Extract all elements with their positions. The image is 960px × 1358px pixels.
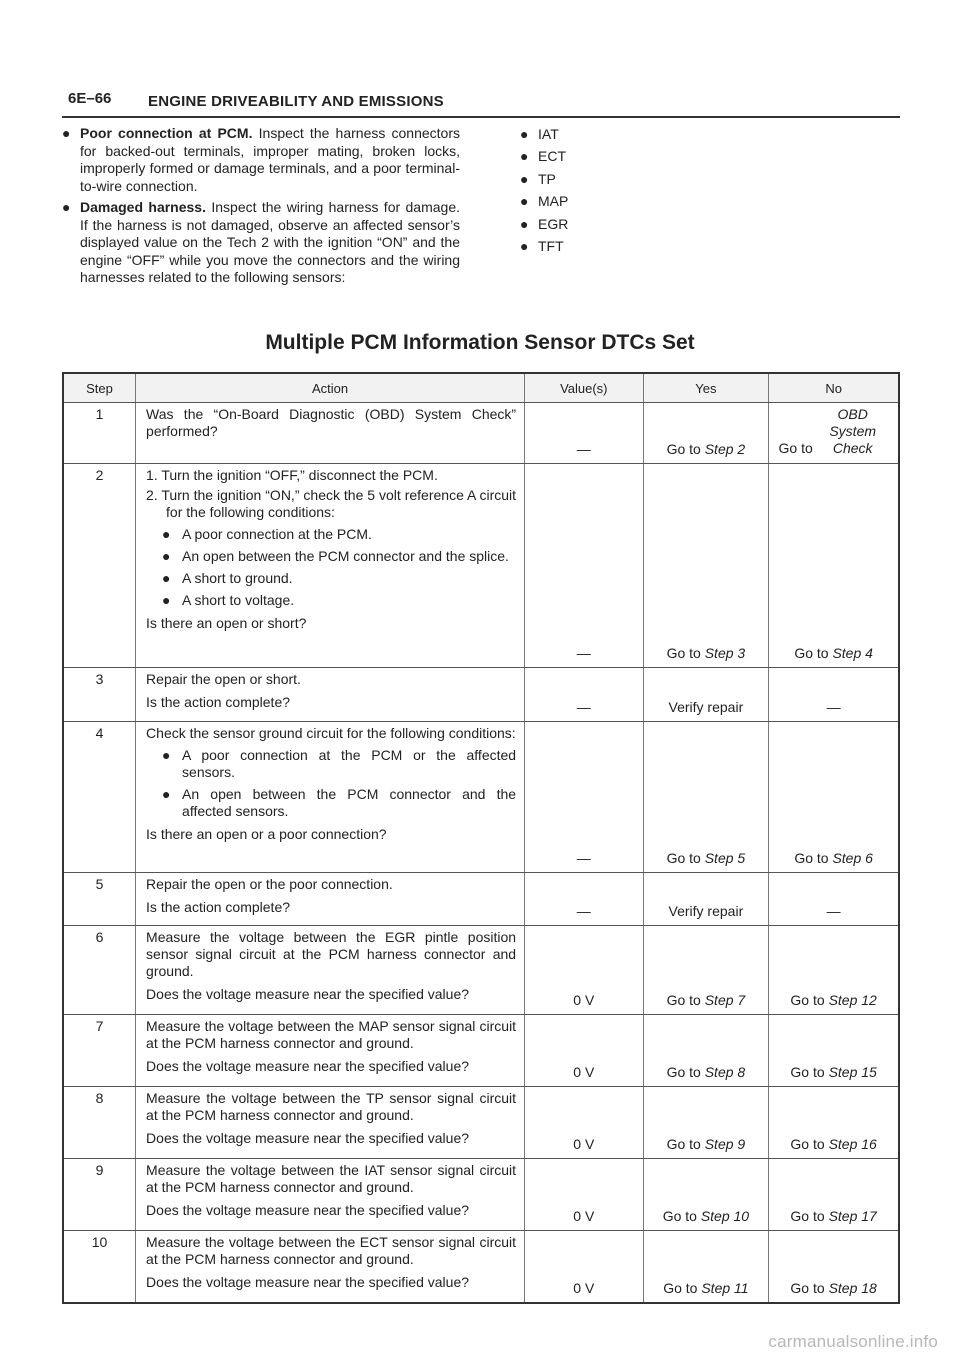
yes-cell xyxy=(643,668,769,722)
yes-prefix: Go to xyxy=(666,992,705,1008)
no-link[interactable] xyxy=(769,992,898,1009)
yes-cell xyxy=(643,722,769,873)
bullet-icon: ● xyxy=(520,215,529,232)
bullet-icon: ● xyxy=(162,570,171,586)
value-cell xyxy=(525,403,643,464)
intro-bullets xyxy=(62,125,460,291)
action-text: Measure the voltage between the IAT sensor signal circuit at the PCM harness connector and ground. xyxy=(146,1162,517,1195)
no-step: Step 18 xyxy=(828,1280,877,1296)
sensor-item xyxy=(520,147,568,169)
step-cell xyxy=(63,1231,136,1304)
yes-cell xyxy=(643,926,769,1015)
bullet-icon: ● xyxy=(520,148,529,165)
step-cell xyxy=(63,403,136,464)
yes-prefix: Go to xyxy=(663,1280,702,1296)
yes-prefix: Go to xyxy=(666,1136,705,1152)
action-cell xyxy=(136,722,525,873)
sensor-label: TP xyxy=(538,170,556,187)
table-row xyxy=(63,873,899,926)
yes-prefix: Go to xyxy=(666,645,705,661)
value-text: 0 V xyxy=(573,1064,595,1080)
action-bullet xyxy=(146,747,516,781)
yes-text[interactable]: Verify repair xyxy=(668,699,744,715)
table-row xyxy=(63,1015,899,1087)
page-header xyxy=(62,86,900,118)
no-link[interactable] xyxy=(769,1136,898,1153)
table-row xyxy=(63,1159,899,1231)
action-question: Is the action complete? xyxy=(146,694,291,710)
bullet-text: A poor connection at the PCM. xyxy=(182,526,372,542)
no-prefix: Go to xyxy=(790,1208,829,1224)
step-number: 8 xyxy=(95,1090,104,1106)
bullet-icon: ● xyxy=(62,199,71,215)
value-text: 0 V xyxy=(573,992,595,1008)
table-row xyxy=(63,1231,899,1304)
yes-step: Step 5 xyxy=(704,850,746,866)
value-cell xyxy=(525,668,643,722)
sensor-item xyxy=(520,170,568,192)
yes-link[interactable] xyxy=(644,1280,769,1297)
action-step: 1. Turn the ignition “OFF,” disconnect the PCM. xyxy=(146,467,438,483)
step-cell xyxy=(63,1159,136,1231)
value-text: — xyxy=(576,903,591,919)
no-prefix: Go to xyxy=(778,440,817,456)
step-number: 1 xyxy=(95,406,104,422)
step-cell xyxy=(63,1015,136,1087)
action-question: Does the voltage measure near the specified value? xyxy=(146,1202,470,1218)
value-text: 0 V xyxy=(573,1208,595,1224)
value-text: — xyxy=(576,850,591,866)
no-step: Step 17 xyxy=(828,1208,877,1224)
no-cell xyxy=(769,722,899,873)
yes-link[interactable] xyxy=(644,645,769,662)
bullet-icon: ● xyxy=(520,170,529,187)
header-no: No xyxy=(769,373,899,403)
no-cell xyxy=(769,464,899,668)
action-bullet xyxy=(146,592,516,609)
yes-step: Step 11 xyxy=(701,1280,749,1296)
watermark: carmanualsonline.info xyxy=(768,1332,938,1351)
bullet-icon: ● xyxy=(162,592,171,608)
no-link[interactable] xyxy=(769,1280,898,1297)
bullet-text: Inspect the wiring harness for damage. If the harness is not damaged, observe an affected sensor’s displayed value on the Tech 2 with the ignition “ON” and the engine “OFF” while you move the connectors and the wiring harnesses related to the following sensors: xyxy=(80,199,460,285)
yes-link[interactable] xyxy=(644,1208,769,1225)
yes-prefix: Go to xyxy=(666,850,705,866)
yes-prefix: Go to xyxy=(662,1208,701,1224)
value-text: — xyxy=(576,645,591,661)
header-step: Step xyxy=(63,373,136,403)
bullet-text: A short to ground. xyxy=(182,570,293,586)
step-number: 5 xyxy=(95,876,104,892)
value-cell xyxy=(525,926,643,1015)
step-cell xyxy=(63,1087,136,1159)
no-link[interactable] xyxy=(769,403,898,457)
section-title: ENGINE DRIVEABILITY AND EMISSIONS xyxy=(148,93,444,110)
bullet-lead: Damaged harness. xyxy=(80,199,206,215)
table-row xyxy=(63,926,899,1015)
header-yes: Yes xyxy=(643,373,769,403)
step-number: 9 xyxy=(95,1162,104,1178)
action-bullet xyxy=(146,570,516,587)
bullet-icon: ● xyxy=(162,786,171,802)
no-prefix: Go to xyxy=(790,992,829,1008)
action-cell xyxy=(136,873,525,926)
yes-step: Step 2 xyxy=(704,441,746,457)
no-step: Step 12 xyxy=(828,992,877,1008)
step-cell xyxy=(63,668,136,722)
no-prefix: Go to xyxy=(790,1136,829,1152)
step-number: 4 xyxy=(95,725,104,741)
bullet-icon: ● xyxy=(520,237,529,254)
yes-cell xyxy=(643,873,769,926)
yes-link[interactable] xyxy=(644,1064,769,1081)
sensor-item xyxy=(520,237,568,259)
value-text: 0 V xyxy=(573,1280,595,1296)
yes-cell xyxy=(643,403,769,464)
yes-step: Step 3 xyxy=(704,645,746,661)
value-text: — xyxy=(576,441,591,457)
bullet-text: A poor connection at the PCM or the affected sensors. xyxy=(182,747,517,780)
action-cell xyxy=(136,1087,525,1159)
yes-cell xyxy=(643,1231,769,1304)
bullet-text: An open between the PCM connector and the affected sensors. xyxy=(182,786,517,819)
yes-step: Step 10 xyxy=(700,1208,750,1224)
no-step: Step 15 xyxy=(828,1064,877,1080)
step-number: 7 xyxy=(95,1018,104,1034)
value-cell xyxy=(525,464,643,668)
action-text: Measure the voltage between the EGR pintle position sensor signal circuit at the PCM harness connector and ground. xyxy=(146,929,517,979)
no-prefix: Go to xyxy=(790,1280,829,1296)
action-text: Check the sensor ground circuit for the following conditions: xyxy=(146,725,516,741)
action-cell xyxy=(136,926,525,1015)
value-text: — xyxy=(576,699,591,715)
intro-bullet xyxy=(62,125,460,195)
bullet-icon: ● xyxy=(62,125,71,141)
step-number: 2 xyxy=(95,467,104,483)
value-cell xyxy=(525,722,643,873)
no-step: Step 16 xyxy=(828,1136,877,1152)
action-question: Does the voltage measure near the specified value? xyxy=(146,1130,470,1146)
table-row xyxy=(63,403,899,464)
table-title: Multiple PCM Information Sensor DTCs Set xyxy=(265,331,695,354)
no-link[interactable] xyxy=(769,1064,898,1081)
header-action: Action xyxy=(136,373,525,403)
no-text: — xyxy=(826,903,841,919)
action-bullet xyxy=(146,786,516,820)
no-cell xyxy=(769,403,899,464)
action-question: Does the voltage measure near the specified value? xyxy=(146,1058,470,1074)
table-row xyxy=(63,668,899,722)
action-bullet xyxy=(146,526,516,543)
action-text: Measure the voltage between the TP sensor signal circuit at the PCM harness connector and ground. xyxy=(146,1090,517,1123)
yes-link[interactable] xyxy=(644,850,769,867)
yes-step: Step 8 xyxy=(704,1064,746,1080)
value-cell xyxy=(525,1159,643,1231)
step-cell xyxy=(63,873,136,926)
action-text: Was the “On-Board Diagnostic (OBD) System Check” performed? xyxy=(146,406,517,439)
action-text: Measure the voltage between the ECT sensor signal circuit at the PCM harness connector and ground. xyxy=(146,1234,517,1267)
action-question: Is there an open or short? xyxy=(146,615,307,631)
bullet-text: Inspect the harness connectors for backed-out terminals, improper mating, broken locks, improperly formed or damage terminals, and a poor terminal-to-wire connection. xyxy=(80,125,460,194)
intro-bullet xyxy=(62,199,460,287)
step-cell xyxy=(63,926,136,1015)
yes-step: Step 7 xyxy=(704,992,746,1008)
value-cell xyxy=(525,1231,643,1304)
no-cell xyxy=(769,873,899,926)
action-text: Repair the open or the poor connection. xyxy=(146,876,393,892)
page-number: 6E–66 xyxy=(68,90,112,107)
action-question: Is the action complete? xyxy=(146,899,291,915)
action-cell xyxy=(136,668,525,722)
no-cell xyxy=(769,1087,899,1159)
action-cell xyxy=(136,464,525,668)
sensor-label: TFT xyxy=(538,237,564,254)
bullet-icon: ● xyxy=(162,548,171,564)
step-cell xyxy=(63,722,136,873)
no-cell xyxy=(769,1231,899,1304)
no-link[interactable] xyxy=(769,1208,898,1225)
diagnostic-table xyxy=(62,372,900,1304)
bullet-text: A short to voltage. xyxy=(182,592,295,608)
no-cell xyxy=(769,926,899,1015)
table-row xyxy=(63,1087,899,1159)
sensor-label: MAP xyxy=(538,193,569,210)
no-cell xyxy=(769,668,899,722)
action-cell xyxy=(136,1015,525,1087)
bullet-icon: ● xyxy=(520,126,529,142)
bullet-icon: ● xyxy=(162,747,171,763)
bullet-text: An open between the PCM connector and the splice. xyxy=(182,548,509,564)
action-text: Repair the open or short. xyxy=(146,671,301,687)
no-step: Step 6 xyxy=(832,850,873,866)
step-number: 6 xyxy=(95,929,104,945)
value-cell xyxy=(525,1087,643,1159)
action-step: 2. Turn the ignition “ON,” check the 5 volt reference A circuit for the following conditions: xyxy=(146,487,517,520)
no-cell xyxy=(769,1015,899,1087)
yes-step: Step 9 xyxy=(704,1136,746,1152)
table-row xyxy=(63,464,899,668)
sensor-label: ECT xyxy=(538,148,566,165)
sensor-label: EGR xyxy=(538,215,569,232)
value-cell xyxy=(525,1015,643,1087)
value-text: 0 V xyxy=(573,1136,595,1152)
step-number: 10 xyxy=(91,1234,108,1250)
action-cell xyxy=(136,1159,525,1231)
value-cell xyxy=(525,873,643,926)
action-question: Does the voltage measure near the specified value? xyxy=(146,1274,470,1290)
yes-link[interactable] xyxy=(644,992,769,1009)
bullet-icon: ● xyxy=(520,193,529,210)
table-row xyxy=(63,722,899,873)
action-question: Is there an open or a poor connection? xyxy=(146,826,387,842)
no-text: — xyxy=(826,699,841,715)
table-header-row xyxy=(63,373,899,403)
bullet-icon: ● xyxy=(162,526,171,542)
no-step: Step 4 xyxy=(832,645,873,661)
sensor-item xyxy=(520,125,568,147)
yes-link[interactable] xyxy=(644,441,769,458)
yes-cell xyxy=(643,1087,769,1159)
no-link[interactable] xyxy=(769,850,898,867)
header-value: Value(s) xyxy=(525,373,643,403)
yes-cell xyxy=(643,1159,769,1231)
step-number: 3 xyxy=(95,671,104,687)
yes-cell xyxy=(643,1015,769,1087)
sensor-item xyxy=(520,192,568,214)
action-text: Measure the voltage between the MAP sensor signal circuit at the PCM harness connector and ground. xyxy=(146,1018,517,1051)
no-link[interactable] xyxy=(769,645,898,662)
action-cell xyxy=(136,1231,525,1304)
no-prefix: Go to xyxy=(790,1064,829,1080)
sensor-item xyxy=(520,215,568,237)
no-step: OBD System Check xyxy=(829,406,877,456)
yes-link[interactable] xyxy=(644,1136,769,1153)
no-prefix: Go to xyxy=(794,645,833,661)
sensor-list xyxy=(520,125,568,259)
yes-prefix: Go to xyxy=(666,441,705,457)
yes-text[interactable]: Verify repair xyxy=(668,903,744,919)
yes-cell xyxy=(643,464,769,668)
bullet-lead: Poor connection at PCM. xyxy=(80,125,253,141)
no-cell xyxy=(769,1159,899,1231)
yes-prefix: Go to xyxy=(666,1064,705,1080)
action-bullet xyxy=(146,548,516,565)
step-cell xyxy=(63,464,136,668)
sensor-label: IAT xyxy=(538,126,559,142)
no-prefix: Go to xyxy=(794,850,833,866)
action-cell xyxy=(136,403,525,464)
action-question: Does the voltage measure near the specified value? xyxy=(146,986,470,1002)
